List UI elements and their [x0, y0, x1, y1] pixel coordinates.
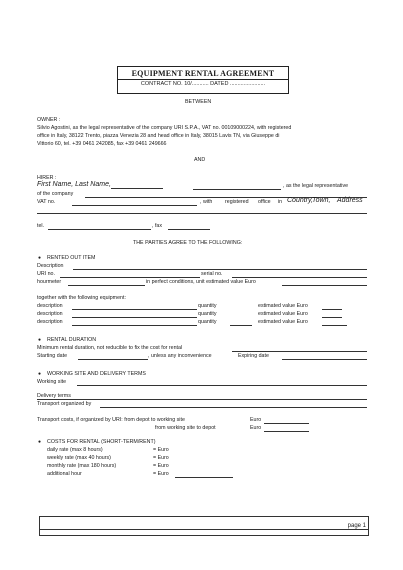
equipment-value-1: estimated value Euro [258, 303, 308, 309]
working-site-heading: WORKING SITE AND DELIVERY TERMS [47, 371, 146, 377]
title-box [117, 66, 289, 94]
document-title: EQUIPMENT RENTAL AGREEMENT [131, 69, 275, 78]
delivery-terms-label: Delivery terms [37, 393, 71, 399]
footer-box [39, 516, 369, 536]
additional-hour-value: = Euro [153, 471, 169, 477]
tel-label: tel. [37, 223, 45, 229]
vat-label: VAT no. [37, 199, 56, 205]
registered-text: registered [225, 199, 249, 205]
transport-to-depot-field[interactable] [264, 431, 309, 432]
hourmeter-field[interactable] [68, 285, 145, 286]
from-site-text: from working site to depot [155, 425, 216, 431]
equipment-value-2-field[interactable] [322, 317, 342, 318]
equipment-value-3: estimated value Euro [258, 319, 308, 325]
title-divider [118, 79, 288, 80]
equipment-description-2: description [37, 311, 63, 317]
equipment-description-1-field[interactable] [72, 309, 197, 310]
description-field[interactable] [73, 269, 367, 270]
contract-number-line: CONTRACT NO. 10/........... DATED ....................... [140, 81, 266, 87]
agreement-heading: THE PARTIES AGREE TO THE FOLLOWING: [133, 240, 243, 246]
euro-label-2: Euro [250, 425, 262, 431]
office-text: office [258, 199, 271, 205]
rental-duration-heading: RENTAL DURATION [47, 337, 97, 343]
serial-no-label: serial no. [201, 271, 223, 277]
equipment-value-3-field[interactable] [322, 325, 347, 326]
expiring-date-field[interactable] [282, 359, 367, 360]
transport-field[interactable] [100, 407, 367, 408]
equipment-value-1-field[interactable] [322, 309, 342, 310]
daily-rate-label: daily rate (max 8 hours) [47, 447, 103, 453]
hirer-field-blank[interactable] [193, 189, 281, 190]
serial-no-field[interactable] [232, 277, 367, 278]
delivery-terms-field[interactable] [37, 399, 367, 400]
conditions-text: in perfect conditions, unit estimated value Euro [146, 279, 256, 285]
weekly-rate-label: weekly rate (max 40 hours) [47, 455, 111, 461]
additional-hour-label: additional hour [47, 471, 82, 477]
equipment-description-3-field[interactable] [72, 325, 197, 326]
between-heading: BETWEEN [185, 99, 212, 105]
country-label: Country, [287, 197, 313, 204]
unit-value-field[interactable] [282, 285, 367, 286]
additional-hour-field[interactable] [175, 477, 233, 478]
hirer-heading: HIRER : [37, 175, 57, 181]
bullet-icon: ● [38, 255, 42, 261]
transport-costs-text: Transport costs, if organized by URI: from depot to working site [37, 417, 185, 423]
vat-field[interactable] [72, 205, 197, 206]
equipment-quantity-2: quantity [198, 311, 217, 317]
bullet-icon: ● [38, 337, 42, 343]
minimum-duration-field[interactable] [232, 351, 367, 352]
in-text: in [278, 199, 283, 205]
expiring-date-label: Expiring date [238, 353, 269, 359]
hourmeter-label: hourmeter [37, 279, 62, 285]
equipment-description-3: description [37, 319, 63, 325]
costs-heading: COSTS FOR RENTAL (SHORT-TERM/RENT) [47, 439, 156, 445]
bullet-icon: ● [38, 371, 42, 377]
daily-rate-value: = Euro [153, 447, 169, 453]
equipment-quantity-1: quantity [198, 303, 217, 309]
starting-date-field[interactable] [78, 359, 148, 360]
equipment-value-2: estimated value Euro [258, 311, 308, 317]
page-number: page 1 [347, 523, 366, 529]
town-label: Town, [312, 197, 331, 204]
transport-to-site-field[interactable] [264, 423, 309, 424]
equipment-quantity-3-field[interactable] [230, 325, 252, 326]
minimum-duration-text: Minimum rental duration, not reducible to fix the cost for rental [37, 345, 183, 351]
bullet-icon: ● [38, 439, 42, 445]
monthly-rate-value: = Euro [153, 463, 169, 469]
equipment-quantity-3: quantity [198, 319, 217, 325]
address-field[interactable] [37, 213, 367, 214]
legal-rep-text: , as the legal representative [283, 183, 349, 189]
owner-line-1: Silvio Agostini, as the legal representative of the company URI S.P.A., VAT no. 00109000224, with registered [37, 125, 292, 131]
address-label: Address [337, 197, 363, 204]
starting-date-label: Starting date [37, 353, 68, 359]
footer-divider [40, 529, 368, 530]
with-text: , with [200, 199, 213, 205]
fax-field[interactable] [168, 229, 210, 230]
owner-line-2: office in Italy, 38122 Trento, piazza Venezia 28 and head office in Italy, 38015 Lavis TN, via Giuseppe di [37, 133, 280, 139]
equipment-description-1: description [37, 303, 63, 309]
uri-no-field[interactable] [60, 277, 200, 278]
hirer-name-field[interactable] [111, 188, 163, 189]
working-site-label: Working site [37, 379, 67, 385]
together-text: together with the following equipment: [37, 295, 126, 301]
and-heading: AND [194, 157, 206, 163]
rented-item-heading: RENTED OUT ITEM [47, 255, 96, 261]
tel-field[interactable] [48, 229, 151, 230]
monthly-rate-label: monthly rate (max 180 hours) [47, 463, 117, 469]
fax-label: , fax [152, 223, 163, 229]
unless-text: , unless any inconvenience [148, 353, 212, 359]
uri-no-label: URI no. [37, 271, 55, 277]
weekly-rate-value: = Euro [153, 455, 169, 461]
euro-label-1: Euro [250, 417, 262, 423]
working-site-field[interactable] [77, 385, 367, 386]
owner-heading: OWNER : [37, 117, 61, 123]
equipment-description-2-field[interactable] [72, 317, 197, 318]
hirer-name-label: First Name, Last Name, [37, 181, 111, 188]
owner-line-3: Vittorio 60, tel. +39 0461 242085, fax +39 0461 249666 [37, 141, 167, 147]
description-label: Description [37, 263, 64, 269]
of-company-label: of the company [37, 191, 74, 197]
transport-label: Transport organized by [37, 401, 92, 407]
